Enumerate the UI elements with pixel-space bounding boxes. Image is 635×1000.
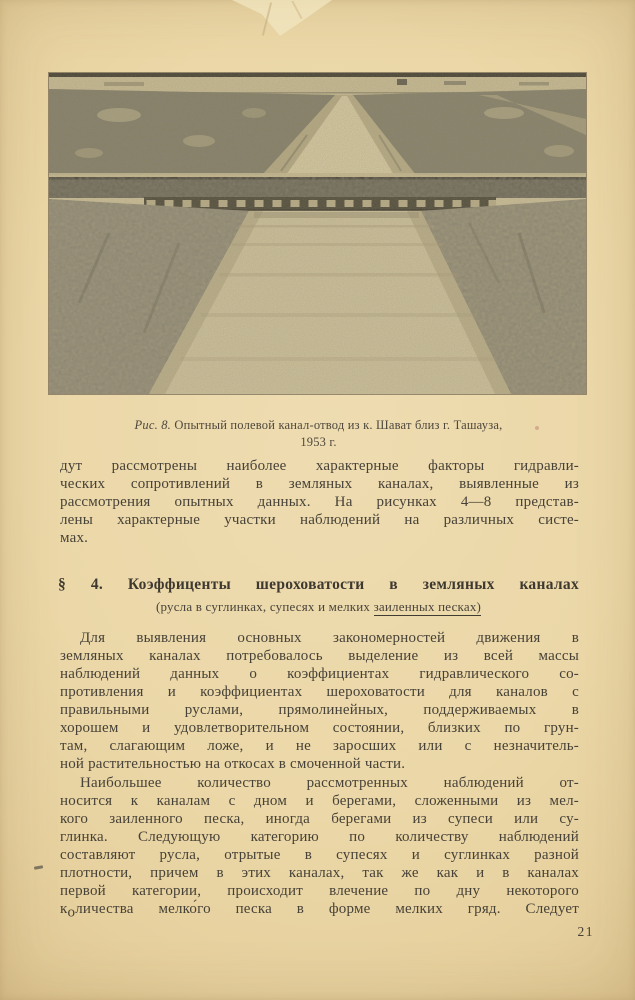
subtitle-underlined-text: заиленных песках) [373, 599, 482, 614]
text-line: наблюдений данных о коэффициентах гидравлического со- [60, 666, 579, 682]
figure-label: Рис. 8. [134, 418, 172, 432]
text-line: носится к каналам с дном и берегами, сложенными из мел- [60, 793, 579, 809]
dropped-letter: о [67, 904, 76, 921]
page-number: 21 [577, 924, 594, 939]
text-line: правильными руслами, прямолинейных, поддерживаемых в [60, 702, 579, 718]
text-line: там, слагающим ложе, и не заросших или с незначитель- [60, 738, 579, 754]
text-line: земляных каналах потребовалось выделение из всей массы [60, 648, 579, 664]
text-line: хорошем и удовлетворительном состоянии, близких по грун- [60, 720, 579, 736]
text-line: ной растительностью на откосах в смоченной части. [60, 756, 406, 772]
caption-line-1 [58, 417, 579, 434]
paragraph-2 [60, 629, 579, 773]
text-line: кого заиленного песка, иногда берегами из супеси или су- [60, 811, 579, 827]
canal-photo-illustration [49, 73, 586, 394]
text-line: противления и коэффициентах шероховатости для каналов с [60, 684, 579, 700]
text-line: плотности, причем в этих каналах, так же как и в каналах [60, 865, 579, 881]
text-fragment: к [60, 901, 68, 917]
paper-crease [232, 0, 332, 36]
figure-caption [58, 417, 579, 451]
text-line: лены характерные участки наблюдений на различных систе- [60, 512, 579, 528]
paragraph-3 [60, 774, 579, 921]
text-line: Наибольшее количество рассмотренных наблюдений от- [80, 775, 579, 791]
caption-line-2: 1953 г. [300, 435, 337, 449]
text-fragment: личества мелко́го песка в форме мелких гряд. Следует [75, 901, 579, 917]
text-line: составляют русла, отрытые в супесях и суглинках разной [60, 847, 579, 863]
text-line: дут рассмотрены наиболее характерные факторы гидравли- [60, 458, 579, 474]
paragraph-1 [60, 457, 579, 547]
text-line: первой категории, происходит влечение по дну некоторого [60, 883, 579, 899]
section-heading: § 4. Коэффиценты шероховатости в земляных каналах [58, 576, 579, 593]
text-line: ческих сопротивлений в земляных каналах, выявленные из [60, 476, 579, 492]
text-line: Для выявления основных закономерностей движения в [80, 630, 579, 646]
text-line: мах. [60, 530, 89, 546]
figure-photo-canal [48, 72, 587, 395]
subtitle-text: (русла в суглинках, супесях и мелких [155, 599, 374, 614]
text-line-with-dropped-letter [60, 900, 579, 921]
text-line: рассмотрения опытных данных. На рисунках 4—8 представ- [60, 494, 579, 510]
text-line: глинка. Следующую категорию по количеству наблюдений [60, 829, 579, 845]
pencil-margin-mark [34, 865, 43, 869]
section-subtitle [58, 599, 579, 615]
caption-text: Опытный полевой канал-отвод из к. Шават близ г. Ташауза, [171, 418, 503, 432]
